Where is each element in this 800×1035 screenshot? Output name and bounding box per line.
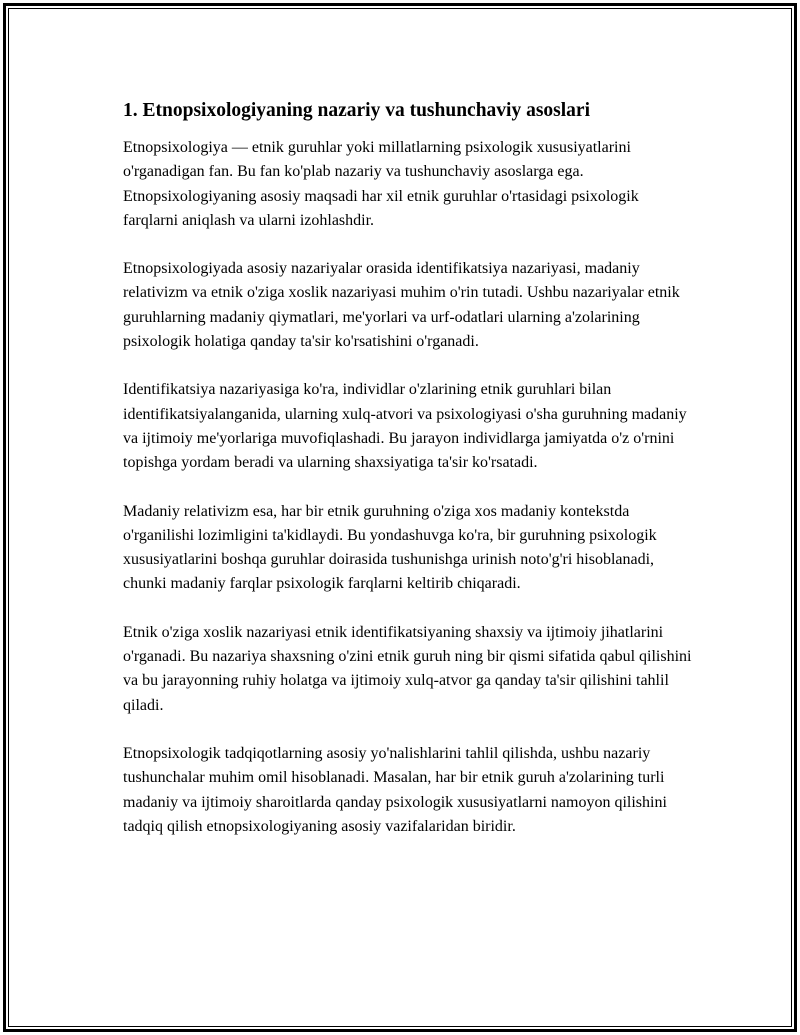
document-body bbox=[123, 96, 693, 863]
paragraph-3: Identifikatsiya nazariyasiga ko'ra, individlar o'zlarining etnik guruhlari bilan identifikatsiyalanganida, ularning xulq-atvori va psixologiyasi o'sha guruhning madaniy va ijtimoiy me'yorlariga muvofiqlashadi. Bu jarayon individlarga jamiyatda o'z o'rnini topishga yordam beradi va ularning shaxsiyatiga ta'sir ko'rsatadi. bbox=[123, 381, 687, 472]
page-frame bbox=[3, 3, 797, 1032]
paragraph-6: Etnopsixologik tadqiqotlarning asosiy yo'nalishlarini tahlil qilishda, ushbu nazariy tushunchalar muhim omil hisoblanadi. Masalan, har bir etnik guruh a'zolarining turli madaniy va ijtimoiy sharoitlarda qanday psixologik xususiyatlarni namoyon qilishini tadqiq qilish etnopsixologiyaning asosiy vazifalaridan biridir. bbox=[123, 744, 667, 835]
section-heading: 1. Etnopsixologiyaning nazariy va tushunchaviy asoslari bbox=[123, 100, 591, 121]
paragraph-2: Etnopsixologiyada asosiy nazariyalar orasida identifikatsiya nazariyasi, madaniy relativizm va etnik o'ziga xoslik nazariyasi muhim o'rin tutadi. Ushbu nazariyalar etnik guruhlarning madaniy qiymatlari, me'yorlari va urf-odatlari ularning a'zolarining psixologik holatiga qanday ta'sir ko'rsatishini o'rganadi. bbox=[123, 260, 680, 351]
paragraph-4: Madaniy relativizm esa, har bir etnik guruhning o'ziga xos madaniy kontekstda o'rganilishi lozimligini ta'kidlaydi. Bu yondashuvga ko'ra, bir guruhning psixologik xususiyatlarini boshqa guruhlar doirasida tushunishga urinish noto'g'ri hisoblanadi, chunki madaniy farqlar psixologik farqlarni keltirib chiqaradi. bbox=[123, 502, 657, 593]
paragraph-5: Etnik o'ziga xoslik nazariyasi etnik identifikatsiyaning shaxsiy va ijtimoiy jihatlarini o'rganadi. Bu nazariya shaxsning o'zini etnik guruh ning bir qismi sifatida qabul qilishini va bu jarayonning ruhiy holatga va ijtimoiy xulq-atvor ga qanday ta'sir qilishini tahlil qiladi. bbox=[123, 623, 692, 714]
paragraph-1: Etnopsixologiya — etnik guruhlar yoki millatlarning psixologik xususiyatlarini o'rganadigan fan. Bu fan ko'plab nazariy va tushunchaviy asoslarga ega. Etnopsixologiyaning asosiy maqsadi har xil etnik guruhlar o'rtasidagi psixologik farqlarni aniqlash va ularni izohlashdir. bbox=[123, 139, 639, 229]
